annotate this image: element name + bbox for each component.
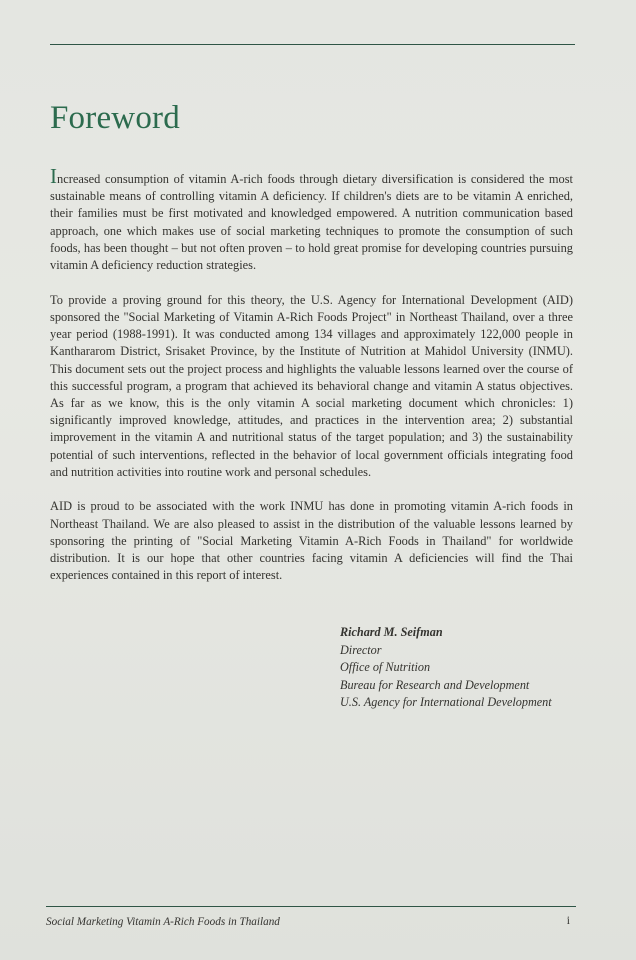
foreword-body <box>50 164 573 602</box>
signer-bureau: Bureau for Research and Development <box>340 677 530 692</box>
signer-agency: U.S. Agency for International Development <box>340 695 552 709</box>
signer-title: Director <box>340 642 382 657</box>
page-number: i <box>566 915 570 927</box>
signature-block <box>340 624 552 712</box>
running-footer-title: Social Marketing Vitamin A-Rich Foods in Thailand <box>46 916 280 928</box>
paragraph-2: To provide a proving ground for this theory, the U.S. Agency for International Development (AID) sponsored the "Social Marketing of Vitamin A-Rich Foods Project" in Northeast Thailand, over a three year period (1988-1991). It was conducted among 134 villages and approximately 122,000 people in Kanthararom District, Srisaket Province, by the Institute of Nutrition at Mahidol University (INMU). This document sets out the project process and highlights the valuable lessons learned over the course of this successful program, a program that achieved its behavioral change and vitamin A status objectives. As far as we know, this is the only vitamin A social marketing document which chronicles: 1) significantly improved knowledge, attitudes, and practices in the intervention area; 2) substantial improvement in the vitamin A and nutritional status of the target population; and 3) the sustainability potential of such interventions, reflected in the behavior of local government officials integrating food and nutrition activities into routine work and personal schedules. <box>50 292 573 479</box>
signer-office: Office of Nutrition <box>340 660 431 674</box>
paragraph-1 <box>50 164 573 274</box>
signer-name: Richard M. Seifman <box>340 625 443 639</box>
page-title: Foreword <box>50 100 180 136</box>
top-rule <box>50 44 575 45</box>
drop-cap: I <box>50 164 57 188</box>
paragraph-1-text: ncreased consumption of vitamin A-rich foods through dietary diversification is considered the most sustainable means of controlling vitamin A deficiency. If children's diets are to be vitamin A enriched, their families must be first motivated and knowledged empowered. A nutrition communication based approach, one which makes use of social marketing techniques to promote the consumption of such foods, has been thought – but not often proven – to hold great promise for developing countries pursuing vitamin A deficiency reduction strategies. <box>50 172 573 273</box>
bottom-rule <box>46 906 576 907</box>
paragraph-3: AID is proud to be associated with the work INMU has done in promoting vitamin A-rich foods in Northeast Thailand. We are also pleased to assist in the distribution of the valuable lessons learned by sponsoring the printing of "Social Marketing Vitamin A-Rich Foods in Thailand" for worldwide distribution. It is our hope that other countries facing vitamin A deficiencies will find the Thai experiences contained in this report of interest. <box>50 499 573 583</box>
